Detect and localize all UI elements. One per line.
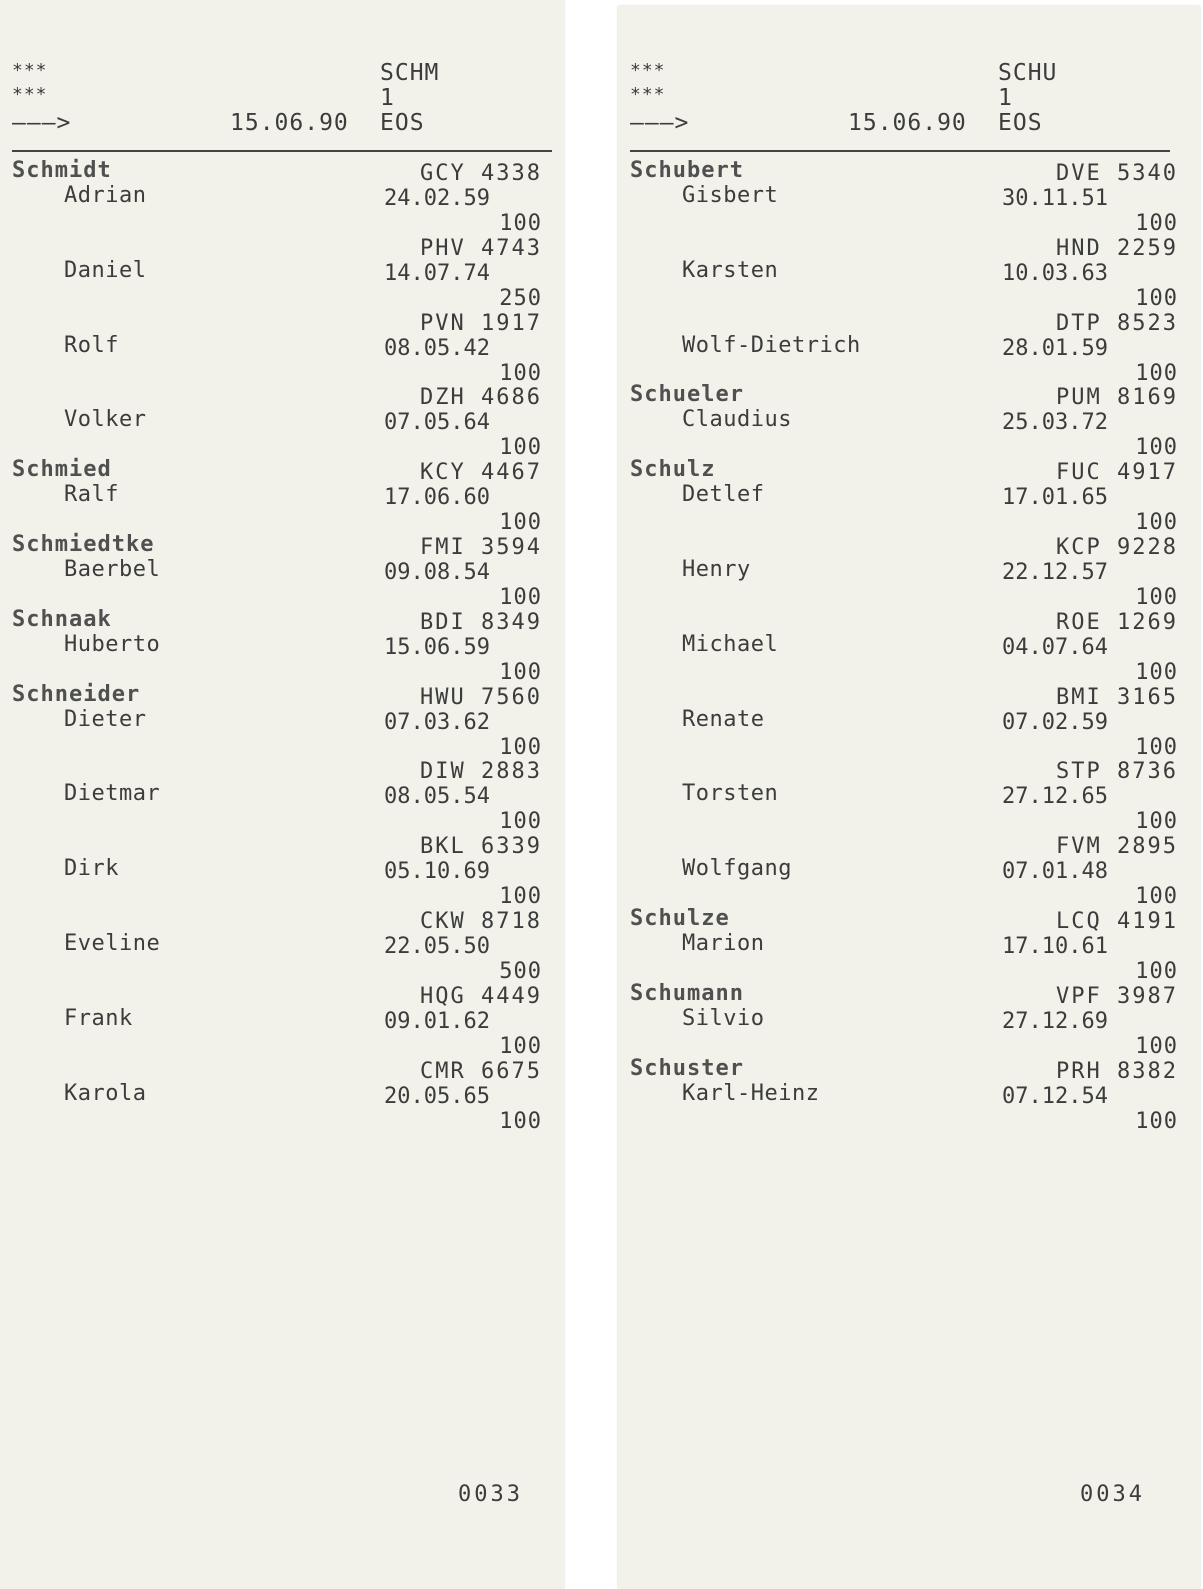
given-name: Ralf	[64, 482, 119, 508]
given-name: Dieter	[64, 706, 147, 732]
surname: Schneider	[12, 681, 141, 707]
header-stars-line1: ***	[630, 60, 666, 81]
amount: 100	[499, 884, 542, 910]
birth-date: 09.01.62	[384, 1008, 490, 1034]
amount: 100	[499, 435, 542, 461]
amount: 100	[1135, 809, 1178, 835]
plate-number: PVN 1917	[420, 310, 542, 336]
entry-row	[0, 981, 564, 1059]
surname: Schulze	[630, 906, 730, 931]
entry-row	[618, 233, 1200, 311]
amount: 500	[499, 959, 542, 984]
entry-row	[0, 308, 564, 386]
amount: 100	[1135, 1033, 1178, 1059]
header-date: 15.06.90	[848, 110, 967, 136]
birth-date: 27.12.65	[1002, 784, 1108, 810]
entry-row	[618, 382, 1200, 461]
left-sheet	[0, 0, 564, 1589]
given-name: Karl-Heinz	[682, 1080, 820, 1106]
amount: 100	[499, 585, 542, 610]
birth-date: 10.03.63	[1002, 260, 1108, 286]
birth-date: 22.05.50	[384, 934, 490, 959]
entry-row	[618, 1055, 1200, 1134]
entry-row	[0, 457, 564, 536]
given-name: Torsten	[682, 781, 779, 807]
given-name: Volker	[64, 407, 147, 433]
header-number: 1	[380, 85, 395, 111]
plate-number: BKL 6339	[420, 834, 542, 860]
given-name: Eveline	[64, 931, 161, 956]
entry-row	[618, 756, 1200, 835]
amount: 100	[499, 211, 542, 236]
entry-row	[0, 158, 564, 236]
plate-number: DIW 2883	[420, 759, 542, 785]
birth-date: 22.12.57	[1002, 560, 1108, 585]
entry-row	[0, 532, 564, 610]
plate-number: FVM 2895	[1056, 834, 1178, 860]
amount: 100	[1135, 360, 1178, 386]
header-arrow: ———>	[12, 110, 72, 136]
surname: Schueler	[630, 382, 744, 408]
entry-row	[0, 233, 564, 311]
entry-row	[0, 606, 564, 685]
header-school: EOS	[380, 110, 425, 136]
header-arrow: ———>	[630, 110, 690, 136]
given-name: Dirk	[64, 856, 119, 882]
birth-date: 17.10.61	[1002, 934, 1108, 959]
entry-row	[618, 532, 1200, 610]
birth-date: 07.02.59	[1002, 709, 1108, 735]
amount: 100	[1135, 884, 1178, 910]
given-name: Karola	[64, 1080, 147, 1106]
birth-date: 04.07.64	[1002, 634, 1108, 660]
page-number: 0033	[458, 1482, 523, 1507]
given-name: Daniel	[64, 257, 147, 283]
birth-date: 08.05.54	[384, 784, 490, 810]
amount: 100	[499, 659, 542, 685]
entry-row	[0, 906, 564, 984]
entry-row	[0, 756, 564, 835]
page-number: 0034	[1080, 1482, 1145, 1507]
right-sheet	[618, 6, 1200, 1589]
plate-number: CKW 8718	[420, 909, 542, 934]
entry-row	[618, 308, 1200, 386]
given-name: Rolf	[64, 332, 119, 358]
amount: 100	[499, 734, 542, 760]
surname: Schubert	[630, 158, 744, 183]
birth-date: 07.03.62	[384, 709, 490, 735]
given-name: Marion	[682, 931, 765, 956]
amount: 100	[1135, 959, 1178, 984]
given-name: Adrian	[64, 183, 147, 208]
header-stars-line2: ***	[12, 84, 48, 105]
entry-row	[618, 980, 1200, 1059]
entry-row	[618, 831, 1200, 910]
sheet-header	[630, 56, 1170, 152]
surname: Schmiedtke	[12, 532, 155, 557]
surname: Schuster	[630, 1055, 744, 1081]
amount: 100	[1135, 585, 1178, 610]
given-name: Frank	[64, 1005, 133, 1031]
plate-number: FUC 4917	[1056, 460, 1178, 486]
birth-date: 09.08.54	[384, 560, 490, 585]
plate-number: HWU 7560	[420, 684, 542, 710]
given-name: Detlef	[682, 482, 765, 508]
plate-number: PRH 8382	[1056, 1058, 1178, 1084]
birth-date: 30.11.51	[1002, 186, 1108, 211]
amount: 100	[1135, 435, 1178, 461]
plate-number: ROE 1269	[1056, 609, 1178, 635]
header-code: SCHU	[998, 60, 1058, 86]
header-school: EOS	[998, 110, 1043, 136]
entry-row	[0, 382, 564, 461]
given-name: Silvio	[682, 1005, 765, 1031]
header-date: 15.06.90	[230, 110, 349, 136]
sheet-header	[12, 56, 552, 152]
given-name: Huberto	[64, 631, 161, 657]
given-name: Renate	[682, 706, 765, 732]
birth-date: 07.12.54	[1002, 1083, 1108, 1109]
surname: Schmidt	[12, 158, 112, 183]
plate-number: FMI 3594	[420, 535, 542, 560]
amount: 100	[499, 360, 542, 386]
given-name: Henry	[682, 557, 751, 582]
given-name: Gisbert	[682, 183, 779, 208]
plate-number: DTP 8523	[1056, 310, 1178, 336]
plate-number: KCP 9228	[1056, 535, 1178, 560]
birth-date: 24.02.59	[384, 186, 490, 211]
birth-date: 17.06.60	[384, 485, 490, 511]
given-name: Wolf-Dietrich	[682, 332, 861, 358]
birth-date: 15.06.59	[384, 634, 490, 660]
amount: 100	[1135, 510, 1178, 536]
entry-row	[618, 906, 1200, 984]
surname: Schmied	[12, 457, 112, 483]
header-stars-line2: ***	[630, 84, 666, 105]
entry-row	[0, 1056, 564, 1134]
amount: 100	[499, 1108, 542, 1134]
entry-row	[0, 681, 564, 760]
surname: Schulz	[630, 457, 716, 483]
given-name: Wolfgang	[682, 856, 792, 882]
birth-date: 14.07.74	[384, 260, 490, 286]
amount: 250	[499, 285, 542, 311]
amount: 100	[1135, 659, 1178, 685]
birth-date: 05.10.69	[384, 859, 490, 885]
header-number: 1	[998, 85, 1013, 111]
plate-number: PHV 4743	[420, 235, 542, 261]
header-code: SCHM	[380, 60, 440, 86]
birth-date: 25.03.72	[1002, 410, 1108, 436]
given-name: Michael	[682, 631, 779, 657]
plate-number: BMI 3165	[1056, 684, 1178, 710]
plate-number: LCQ 4191	[1056, 909, 1178, 934]
plate-number: HND 2259	[1056, 235, 1178, 261]
plate-number: PUM 8169	[1056, 385, 1178, 411]
plate-number: CMR 6675	[420, 1058, 542, 1084]
amount: 100	[499, 809, 542, 835]
entry-row	[618, 457, 1200, 536]
birth-date: 20.05.65	[384, 1083, 490, 1109]
plate-number: KCY 4467	[420, 460, 542, 486]
birth-date: 17.01.65	[1002, 485, 1108, 511]
entry-row	[0, 831, 564, 910]
birth-date: 07.01.48	[1002, 859, 1108, 885]
amount: 100	[1135, 734, 1178, 760]
entry-row	[618, 682, 1200, 760]
entry-row	[618, 607, 1200, 685]
amount: 100	[499, 510, 542, 536]
birth-date: 27.12.69	[1002, 1008, 1108, 1034]
given-name: Karsten	[682, 257, 779, 283]
amount: 100	[1135, 1108, 1178, 1134]
plate-number: DVE 5340	[1056, 161, 1178, 186]
plate-number: BDI 8349	[420, 609, 542, 635]
plate-number: VPF 3987	[1056, 983, 1178, 1009]
plate-number: STP 8736	[1056, 759, 1178, 785]
plate-number: HQG 4449	[420, 983, 542, 1009]
given-name: Baerbel	[64, 557, 161, 582]
plate-number: DZH 4686	[420, 385, 542, 411]
plate-number: GCY 4338	[420, 161, 542, 186]
surname: Schnaak	[12, 606, 112, 632]
given-name: Dietmar	[64, 781, 161, 807]
header-stars-line1: ***	[12, 60, 48, 81]
entry-row	[618, 158, 1200, 236]
birth-date: 08.05.42	[384, 335, 490, 361]
amount: 100	[1135, 285, 1178, 311]
surname: Schumann	[630, 980, 744, 1006]
birth-date: 07.05.64	[384, 410, 490, 436]
amount: 100	[499, 1033, 542, 1059]
given-name: Claudius	[682, 407, 792, 433]
birth-date: 28.01.59	[1002, 335, 1108, 361]
amount: 100	[1135, 211, 1178, 236]
